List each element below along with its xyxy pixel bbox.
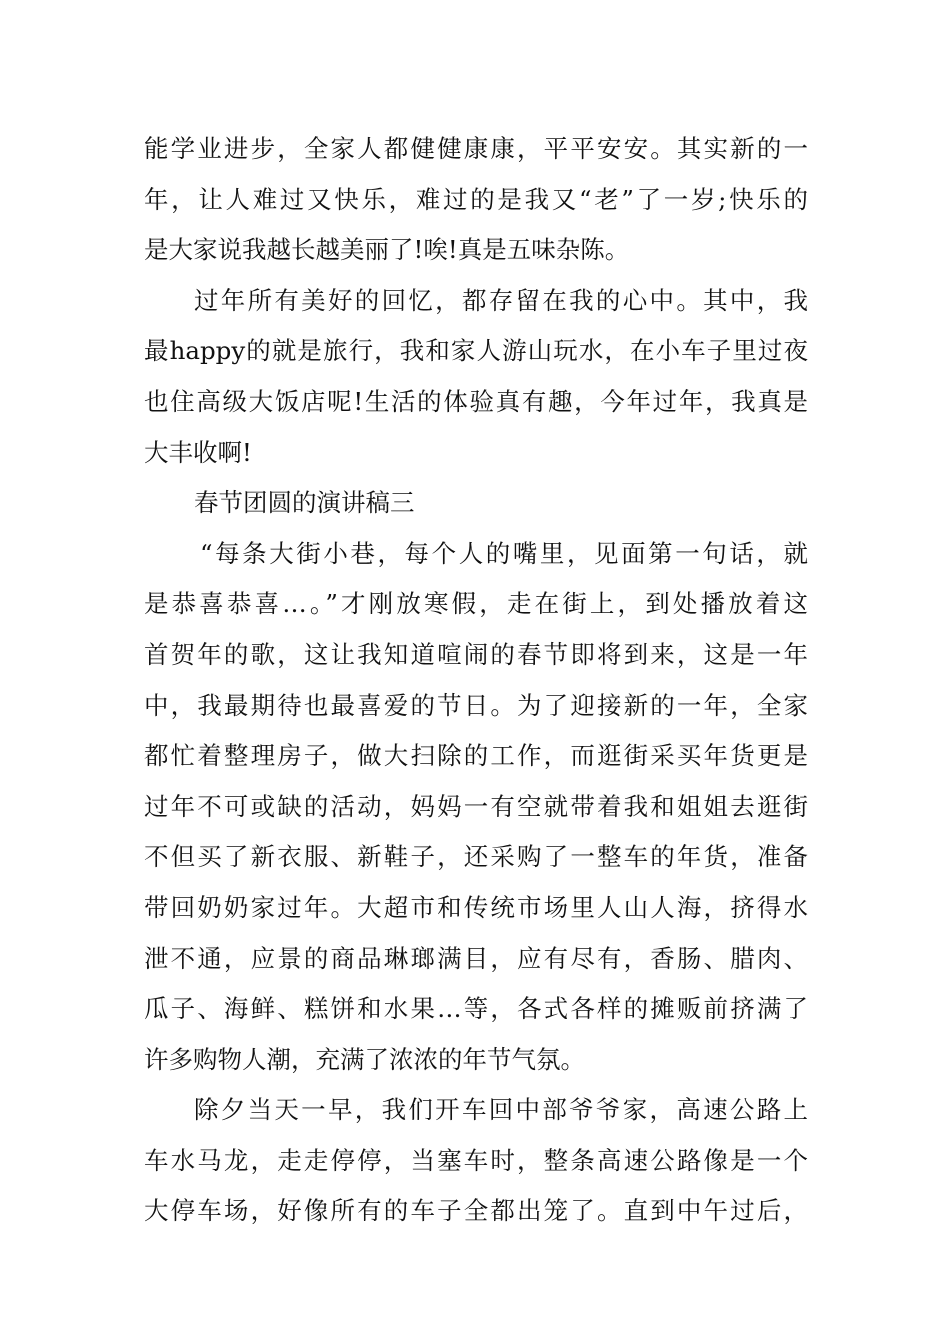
text-line: 大丰收啊! xyxy=(144,437,252,467)
text-line: 泄不通，应景的商品琳瑯满目，应有尽有，香肠、腊肉、 xyxy=(144,943,808,973)
section-heading: 春节团圆的演讲稿三 xyxy=(194,488,415,518)
text-line: 是恭喜恭喜…。”才刚放寒假，走在街上，到处播放着这 xyxy=(144,589,808,619)
text-line: 中，我最期待也最喜爱的节日。为了迎接新的一年，全家 xyxy=(144,690,808,720)
text-line: 大停车场，好像所有的车子全都出笼了。直到中午过后， xyxy=(144,1196,808,1226)
text-line: 瓜子、海鲜、糕饼和水果…等，各式各样的摊贩前挤满了 xyxy=(144,994,808,1024)
text-line: 不但买了新衣服、新鞋子，还采购了一整车的年货，准备 xyxy=(144,842,808,872)
text-line: 带回奶奶家过年。大超市和传统市场里人山人海，挤得水 xyxy=(144,892,808,922)
text-line: 是大家说我越长越美丽了!唉!真是五味杂陈。 xyxy=(144,235,630,265)
text-line: 年，让人难过又快乐，难过的是我又“老”了一岁;快乐的 xyxy=(144,184,808,214)
text-line: 车水马龙，走走停停，当塞车时，整条高速公路像是一个 xyxy=(144,1145,808,1175)
text-line: 许多购物人潮，充满了浓浓的年节气氛。 xyxy=(144,1044,585,1074)
document-body xyxy=(144,124,808,1237)
text-line: 过年不可或缺的活动，妈妈一有空就带着我和姐姐去逛街 xyxy=(144,791,808,821)
text-line: 除夕当天一早，我们开车回中部爷爷家，高速公路上 xyxy=(194,1095,808,1125)
text-line: 过年所有美好的回忆，都存留在我的心中。其中，我 xyxy=(194,285,808,315)
text-line: 首贺年的歌，这让我知道喧闹的春节即将到来，这是一年 xyxy=(144,639,808,669)
text-line: 能学业进步，全家人都健健康康，平平安安。其实新的一 xyxy=(144,134,808,163)
text-line: 最happy的就是旅行，我和家人游山玩水，在小车子里过夜 xyxy=(144,336,808,366)
text-line: 都忙着整理房子，做大扫除的工作，而逛街采买年货更是 xyxy=(144,741,808,771)
text-line: “每条大街小巷，每个人的嘴里，见面第一句话，就 xyxy=(200,538,808,568)
text-line: 也住高级大饭店呢!生活的体验真有趣，今年过年，我真是 xyxy=(144,386,808,416)
